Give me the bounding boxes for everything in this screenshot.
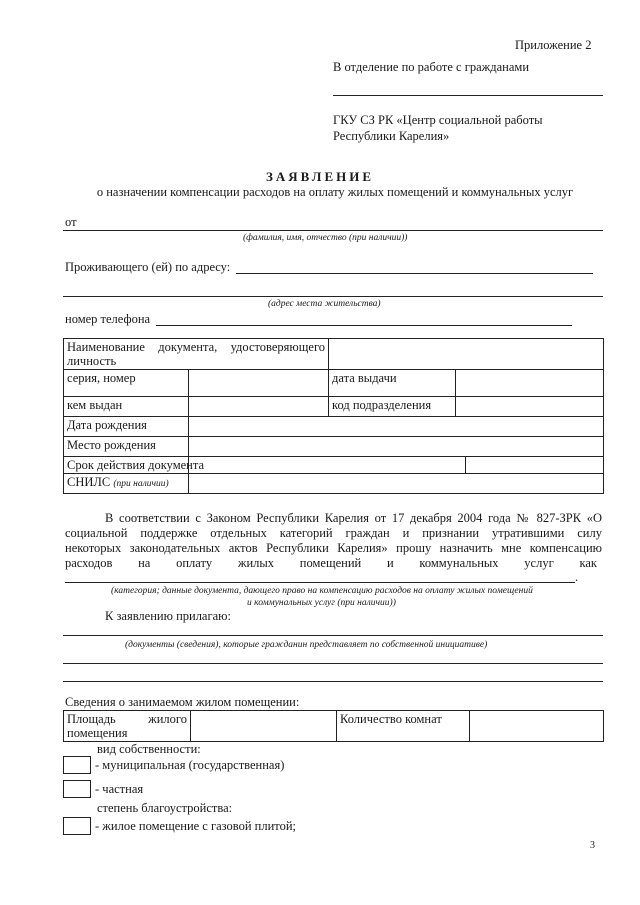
attachments-field-line-2[interactable] (63, 663, 603, 664)
from-label: от (65, 215, 77, 229)
comfort-label: степень благоустройства: (97, 801, 233, 815)
document-subtitle: о назначении компенсации расходов на оплату жилых помещений и коммунальных услуг (96, 185, 574, 199)
recipient-line: В отделение по работе с гражданами (333, 60, 530, 74)
page-number: 3 (590, 840, 595, 851)
validity-label: Срок действия документа (64, 457, 189, 474)
category-field-line[interactable] (65, 582, 575, 583)
address-hint: (адрес места жительства) (268, 299, 381, 309)
organization-line-1: ГКУ СЗ РК «Центр социальной работы (333, 113, 543, 127)
category-hint-1: (категория; данные документа, дающего право на компенсацию расходов на оплату жилых помещений (111, 586, 533, 596)
rooms-field[interactable] (470, 711, 604, 742)
from-hint: (фамилия, имя, отчество (при наличии)) (243, 233, 408, 243)
phone-label: номер телефона (65, 312, 151, 326)
birth-date-label: Дата рождения (64, 417, 189, 437)
issued-by-label: кем выдан (64, 397, 189, 417)
address-label: Проживающего (ей) по адресу: (65, 260, 231, 274)
snils-note: (при наличии) (113, 479, 169, 489)
attachments-field-line-1[interactable] (63, 635, 603, 636)
birth-place-label: Место рождения (64, 437, 189, 457)
attachments-label: К заявлению прилагаю: (105, 609, 231, 623)
division-code-label: код подразделения (329, 397, 456, 417)
birth-place-field[interactable] (189, 437, 604, 457)
ownership-label: вид собственности: (97, 742, 201, 756)
municipal-option-label: - муниципальная (государственная) (95, 758, 285, 772)
attachments-hint: (документы (сведения), которые гражданин представляет по собственной инициативе) (125, 640, 488, 650)
paragraph-line-2: социальной поддержке отдельных категорий граждан и признании утратившими силу (65, 526, 602, 540)
doc-name-label: Наименование документа, удостоверяющего личность (64, 339, 329, 370)
series-number-label: серия, номер (64, 370, 189, 397)
paragraph-line-4: расходов на оплату жилых помещений и коммунальных услуг как (65, 556, 597, 570)
snils-text: СНИЛС (67, 475, 111, 489)
address-field-line-1[interactable] (236, 273, 593, 274)
series-number-field[interactable] (189, 370, 329, 397)
paragraph-line-3: некоторых законодательных актов Республики Карелия» прошу назначить мне компенсацию (65, 541, 602, 555)
municipal-checkbox[interactable] (63, 756, 91, 774)
paragraph-line-1: В соответствии с Законом Республики Карелия от 17 декабря 2004 года № 827-ЗРК «О (105, 511, 602, 525)
category-hint-2: и коммунальных услуг (при наличии)) (247, 598, 396, 608)
organization-line-2: Республики Карелия» (333, 129, 450, 143)
id-document-table (63, 338, 604, 494)
issue-date-label: дата выдачи (329, 370, 456, 397)
document-title: ЗАЯВЛЕНИЕ (265, 169, 375, 184)
area-field[interactable] (191, 711, 337, 742)
phone-field-line[interactable] (156, 325, 572, 326)
housing-table (63, 710, 604, 742)
gas-stove-option-label: - жилое помещение с газовой плитой; (95, 819, 296, 833)
appendix-label: Приложение 2 (515, 38, 592, 52)
from-field-line[interactable] (63, 230, 603, 231)
recipient-blank-line[interactable] (333, 95, 603, 96)
birth-date-field[interactable] (189, 417, 604, 437)
address-field-line-2[interactable] (63, 296, 603, 297)
private-option-label: - частная (95, 782, 144, 796)
housing-section-label: Сведения о занимаемом жилом помещении: (65, 695, 300, 709)
validity-field-to[interactable] (466, 457, 604, 474)
paragraph-end: . (575, 570, 579, 584)
snils-field[interactable] (189, 474, 604, 494)
validity-field-from[interactable] (189, 457, 466, 474)
issued-by-field[interactable] (189, 397, 329, 417)
attachments-field-line-3[interactable] (63, 681, 603, 682)
rooms-label: Количество комнат (337, 711, 470, 742)
doc-name-field[interactable] (329, 339, 604, 370)
area-label: Площадь жилого помещения (64, 711, 191, 742)
snils-label (64, 474, 189, 494)
issue-date-field[interactable] (456, 370, 604, 397)
gas-stove-checkbox[interactable] (63, 817, 91, 835)
private-checkbox[interactable] (63, 780, 91, 798)
division-code-field[interactable] (456, 397, 604, 417)
